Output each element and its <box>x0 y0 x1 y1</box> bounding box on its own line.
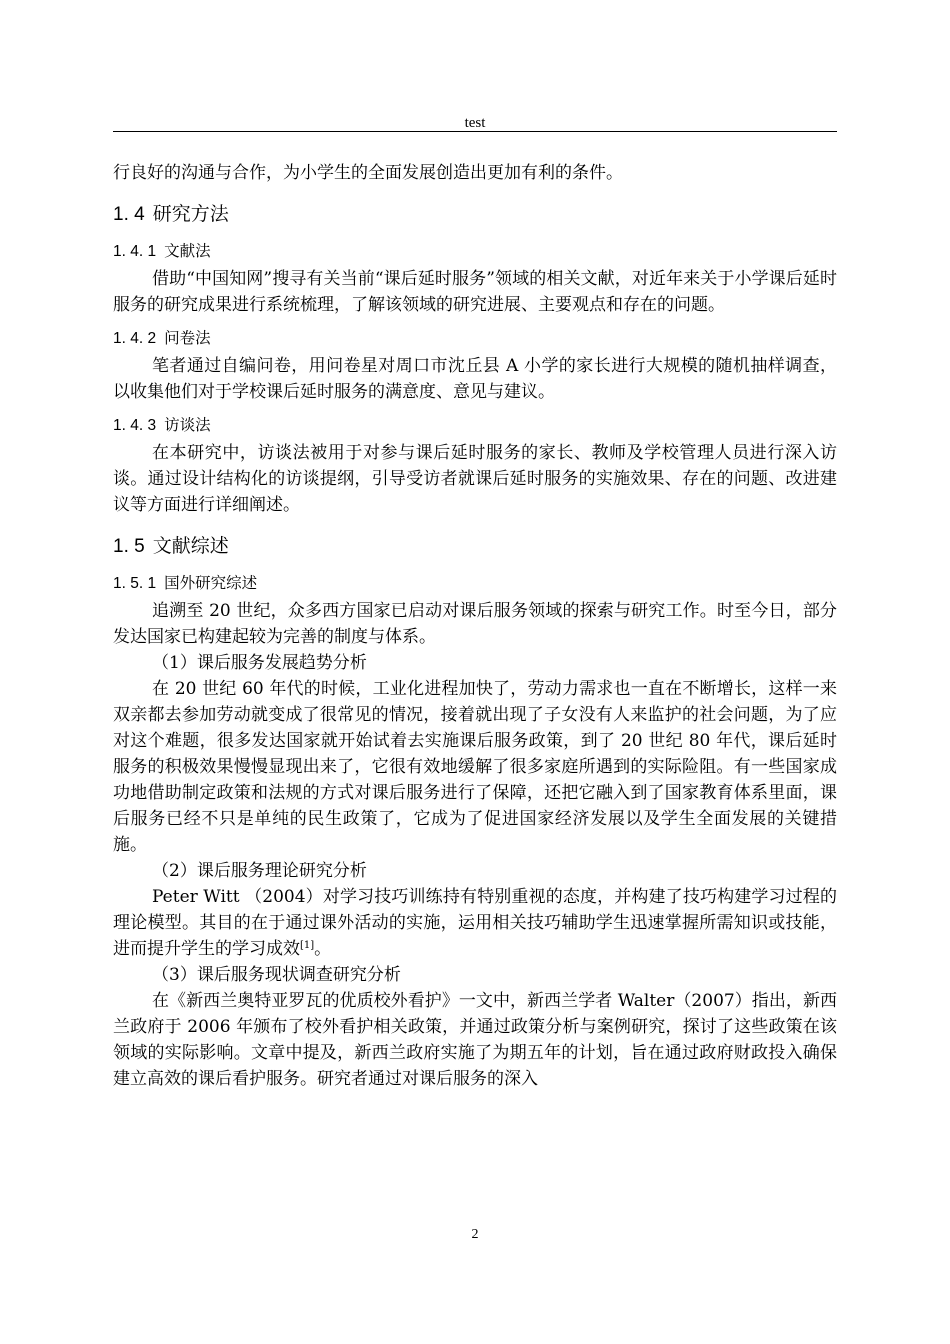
paragraph-continuation: 行良好的沟通与合作，为小学生的全面发展创造出更加有利的条件。 <box>113 163 623 183</box>
section-number: 1. 4 <box>113 204 145 225</box>
section-title: 国外研究综述 <box>164 574 258 592</box>
section-number: 1. 5 <box>113 536 145 557</box>
section-number: 1. 4. 2 <box>113 330 157 347</box>
subsection-heading-1-4-3 <box>113 413 837 438</box>
paragraph-literature-method: 借助“中国知网”搜寻有关当前“课后延时服务”领域的相关文献，对近年来关于小学课后延时服务的研究成果进行系统梳理，了解该领域的研究进展、主要观点和存在的问题。 <box>113 269 837 315</box>
paragraph-text: Peter Witt （2004）对学习技巧训练持有特别重视的态度，并构建了技巧构建学习过程的理论模型。其目的在于通过课外活动的实施，运用相关技巧辅助学生迅速掌握所需知识或技能，进而提升学生的学习成效 <box>113 887 837 959</box>
page-header: test <box>464 115 486 131</box>
subheading-status-survey: （3）课后服务现状调查研究分析 <box>152 965 401 985</box>
subsection-heading-1-4-1 <box>113 239 837 264</box>
page-number: 2 <box>471 1227 479 1242</box>
section-heading-1-4 <box>113 200 837 229</box>
section-title: 文献综述 <box>152 535 229 557</box>
subsection-heading-1-4-2 <box>113 326 837 351</box>
paragraph-status-survey: 在《新西兰奥特亚罗瓦的优质校外看护》一文中，新西兰学者 Walter（2007）指出，新西兰政府于 2006 年颁布了校外看护相关政策，并通过政策分析与案例研究，探讨了这些政策在该领域的实际影响。文章中提及，新西兰政府实施了为期五年的计划，旨在通过政府财政投入确保建立高效的课后看护服务。研究者通过对课后服务的深入 <box>113 991 837 1089</box>
citation-marker: [1] <box>300 940 315 951</box>
section-title: 文献法 <box>164 242 211 260</box>
subsection-heading-1-5-1 <box>113 571 837 596</box>
document-body <box>113 160 837 1092</box>
section-heading-1-5 <box>113 532 837 561</box>
paragraph-interview-method: 在本研究中，访谈法被用于对参与课后延时服务的家长、教师及学校管理人员进行深入访谈。通过设计结构化的访谈提纲，引导受访者就课后延时服务的实施效果、存在的问题、改进建议等方面进行详细阐述。 <box>113 443 837 515</box>
section-title: 访谈法 <box>164 416 211 434</box>
paragraph-trend-analysis: 在 20 世纪 60 年代的时候，工业化进程加快了，劳动力需求也一直在不断增长，这样一来双亲都去参加劳动就变成了很常见的情况，接着就出现了子女没有人来监护的社会问题，为了应对这个难题，很多发达国家就开始试着去实施课后服务政策，到了 20 世纪 80 年代，课后延时服务的积极效果慢慢显现出来了，它很有效地缓解了很多家庭所遇到的实际险阻。有一些国家成功地借助制定政策和法规的方式对课后服务进行了保障，还把它融入到了国家教育体系里面，课后服务已经不只是单纯的民生政策了，它成为了促进国家经济发展以及学生全面发展的关键措施。 <box>113 679 837 855</box>
section-title: 研究方法 <box>152 203 229 225</box>
paragraph-theory-analysis <box>113 884 837 962</box>
subheading-theory-analysis: （2）课后服务理论研究分析 <box>152 861 367 881</box>
section-number: 1. 4. 1 <box>113 243 157 260</box>
section-number: 1. 4. 3 <box>113 417 157 434</box>
subheading-trend-analysis: （1）课后服务发展趋势分析 <box>152 653 367 673</box>
section-number: 1. 5. 1 <box>113 575 157 592</box>
paragraph-foreign-overview: 追溯至 20 世纪，众多西方国家已启动对课后服务领域的探索与研究工作。时至今日，部分发达国家已构建起较为完善的制度与体系。 <box>113 601 837 647</box>
paragraph-questionnaire-method: 笔者通过自编问卷，用问卷星对周口市沈丘县 A 小学的家长进行大规模的随机抽样调查，以收集他们对于学校课后延时服务的满意度、意见与建议。 <box>113 356 837 402</box>
header-divider <box>113 131 837 132</box>
section-title: 问卷法 <box>164 329 211 347</box>
paragraph-end: 。 <box>314 939 332 959</box>
